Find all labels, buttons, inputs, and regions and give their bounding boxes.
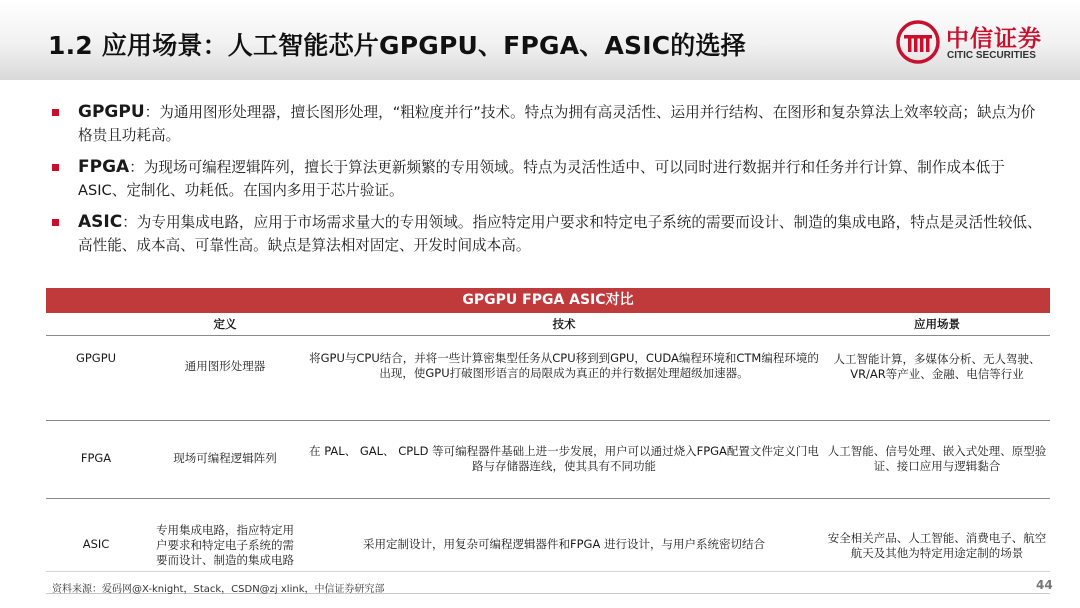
- row-application: 人工智能、信号处理、嵌入式处理、原型验证、接口应用与逻辑黏合: [827, 444, 1047, 473]
- bullet-marker: [52, 109, 59, 116]
- bullet-marker: [52, 219, 59, 226]
- table-row: [46, 336, 1050, 421]
- page-number: 44: [1036, 578, 1053, 592]
- footer-divider: [46, 571, 1050, 572]
- column-header-tech: 技术: [552, 317, 576, 331]
- bullet-text: ：为现场可编程逻辑阵列，擅长于算法更新频繁的专用领域。特点为灵活性适中、可以同时进行数据并行和任务并行计算、制作成本低于ASIC、定制化、功耗低。在国内多用于芯片验证。: [78, 159, 1005, 199]
- page-title: 1.2 应用场景：人工智能芯片GPGPU、FPGA、ASIC的选择: [48, 31, 746, 60]
- bullet-term: FPGA: [78, 157, 130, 177]
- table-row: [46, 421, 1050, 499]
- source-note: 资料来源：爱码网@X-knight，Stack，CSDN@zj xlink，中信证券研究部: [52, 584, 385, 595]
- row-name: FPGA: [80, 451, 112, 465]
- bullet-term: ASIC: [78, 212, 123, 232]
- row-tech: 将GPU与CPU结合，并将一些计算密集型任务从CPU移到到GPU，CUDA编程环境和CTM编程环境的出现，使GPU打破图形语言的局限成为真正的并行数据处理超级加速器。: [309, 351, 819, 380]
- row-name: ASIC: [82, 537, 110, 551]
- row-application: 人工智能计算，多媒体分析、无人驾驶、VR/AR等产业、金融、电信等行业: [833, 352, 1041, 381]
- column-header-application: 应用场景: [914, 317, 960, 331]
- row-name: GPGPU: [75, 351, 117, 365]
- row-tech: 在 PAL、 GAL、 CPLD 等可编程器件基础上进一步发展，用户可以通过烧入FPGA配置文件定义门电路与存储器连线，使其具有不同功能: [309, 444, 819, 473]
- table-header-row: [46, 313, 1050, 336]
- table-title: GPGPU FPGA ASIC对比: [46, 288, 1050, 313]
- logo-name-en: CITIC SECURITIES: [947, 50, 1036, 61]
- citic-logo-icon: [896, 20, 940, 64]
- bullet-gpgpu: [52, 101, 1042, 147]
- column-header-definition: 定义: [213, 317, 237, 331]
- slide-header: [0, 0, 1080, 80]
- bullet-marker: [52, 164, 59, 171]
- row-definition: 通用图形处理器: [184, 359, 266, 373]
- bullet-list: [52, 101, 1042, 266]
- bullet-text: ：为通用图形处理器，擅长图形处理，“粗粒度并行”技术。特点为拥有高灵活性、运用并行结构、在图形和复杂算法上效率较高；缺点为价格贵且功耗高。: [78, 104, 1036, 144]
- logo-name-cn: 中信证券: [946, 26, 1042, 52]
- row-tech: 采用定制设计，用复杂可编程逻辑器件和FPGA 进行设计，与用户系统密切结合: [363, 537, 765, 551]
- bullet-term: GPGPU: [78, 102, 145, 122]
- row-definition: 专用集成电路，指应特定用户要求和特定电子系统的需要而设计、制造的集成电路: [156, 523, 294, 567]
- bullet-asic: [52, 211, 1042, 257]
- comparison-table: [46, 288, 1050, 594]
- row-application: 安全相关产品、人工智能、消费电子、航空航天及其他为特定用途定制的场景: [827, 531, 1047, 560]
- bullet-fpga: [52, 156, 1042, 202]
- company-logo: [896, 18, 1056, 66]
- row-definition: 现场可编程逻辑阵列: [173, 451, 277, 465]
- bullet-text: ：为专用集成电路，应用于市场需求量大的专用领域。指应特定用户要求和特定电子系统的需要而设计、制造的集成电路，特点是灵活性较低、高性能、成本高、可靠性高。缺点是算法相对固定、开发时间成本高。: [78, 214, 1042, 254]
